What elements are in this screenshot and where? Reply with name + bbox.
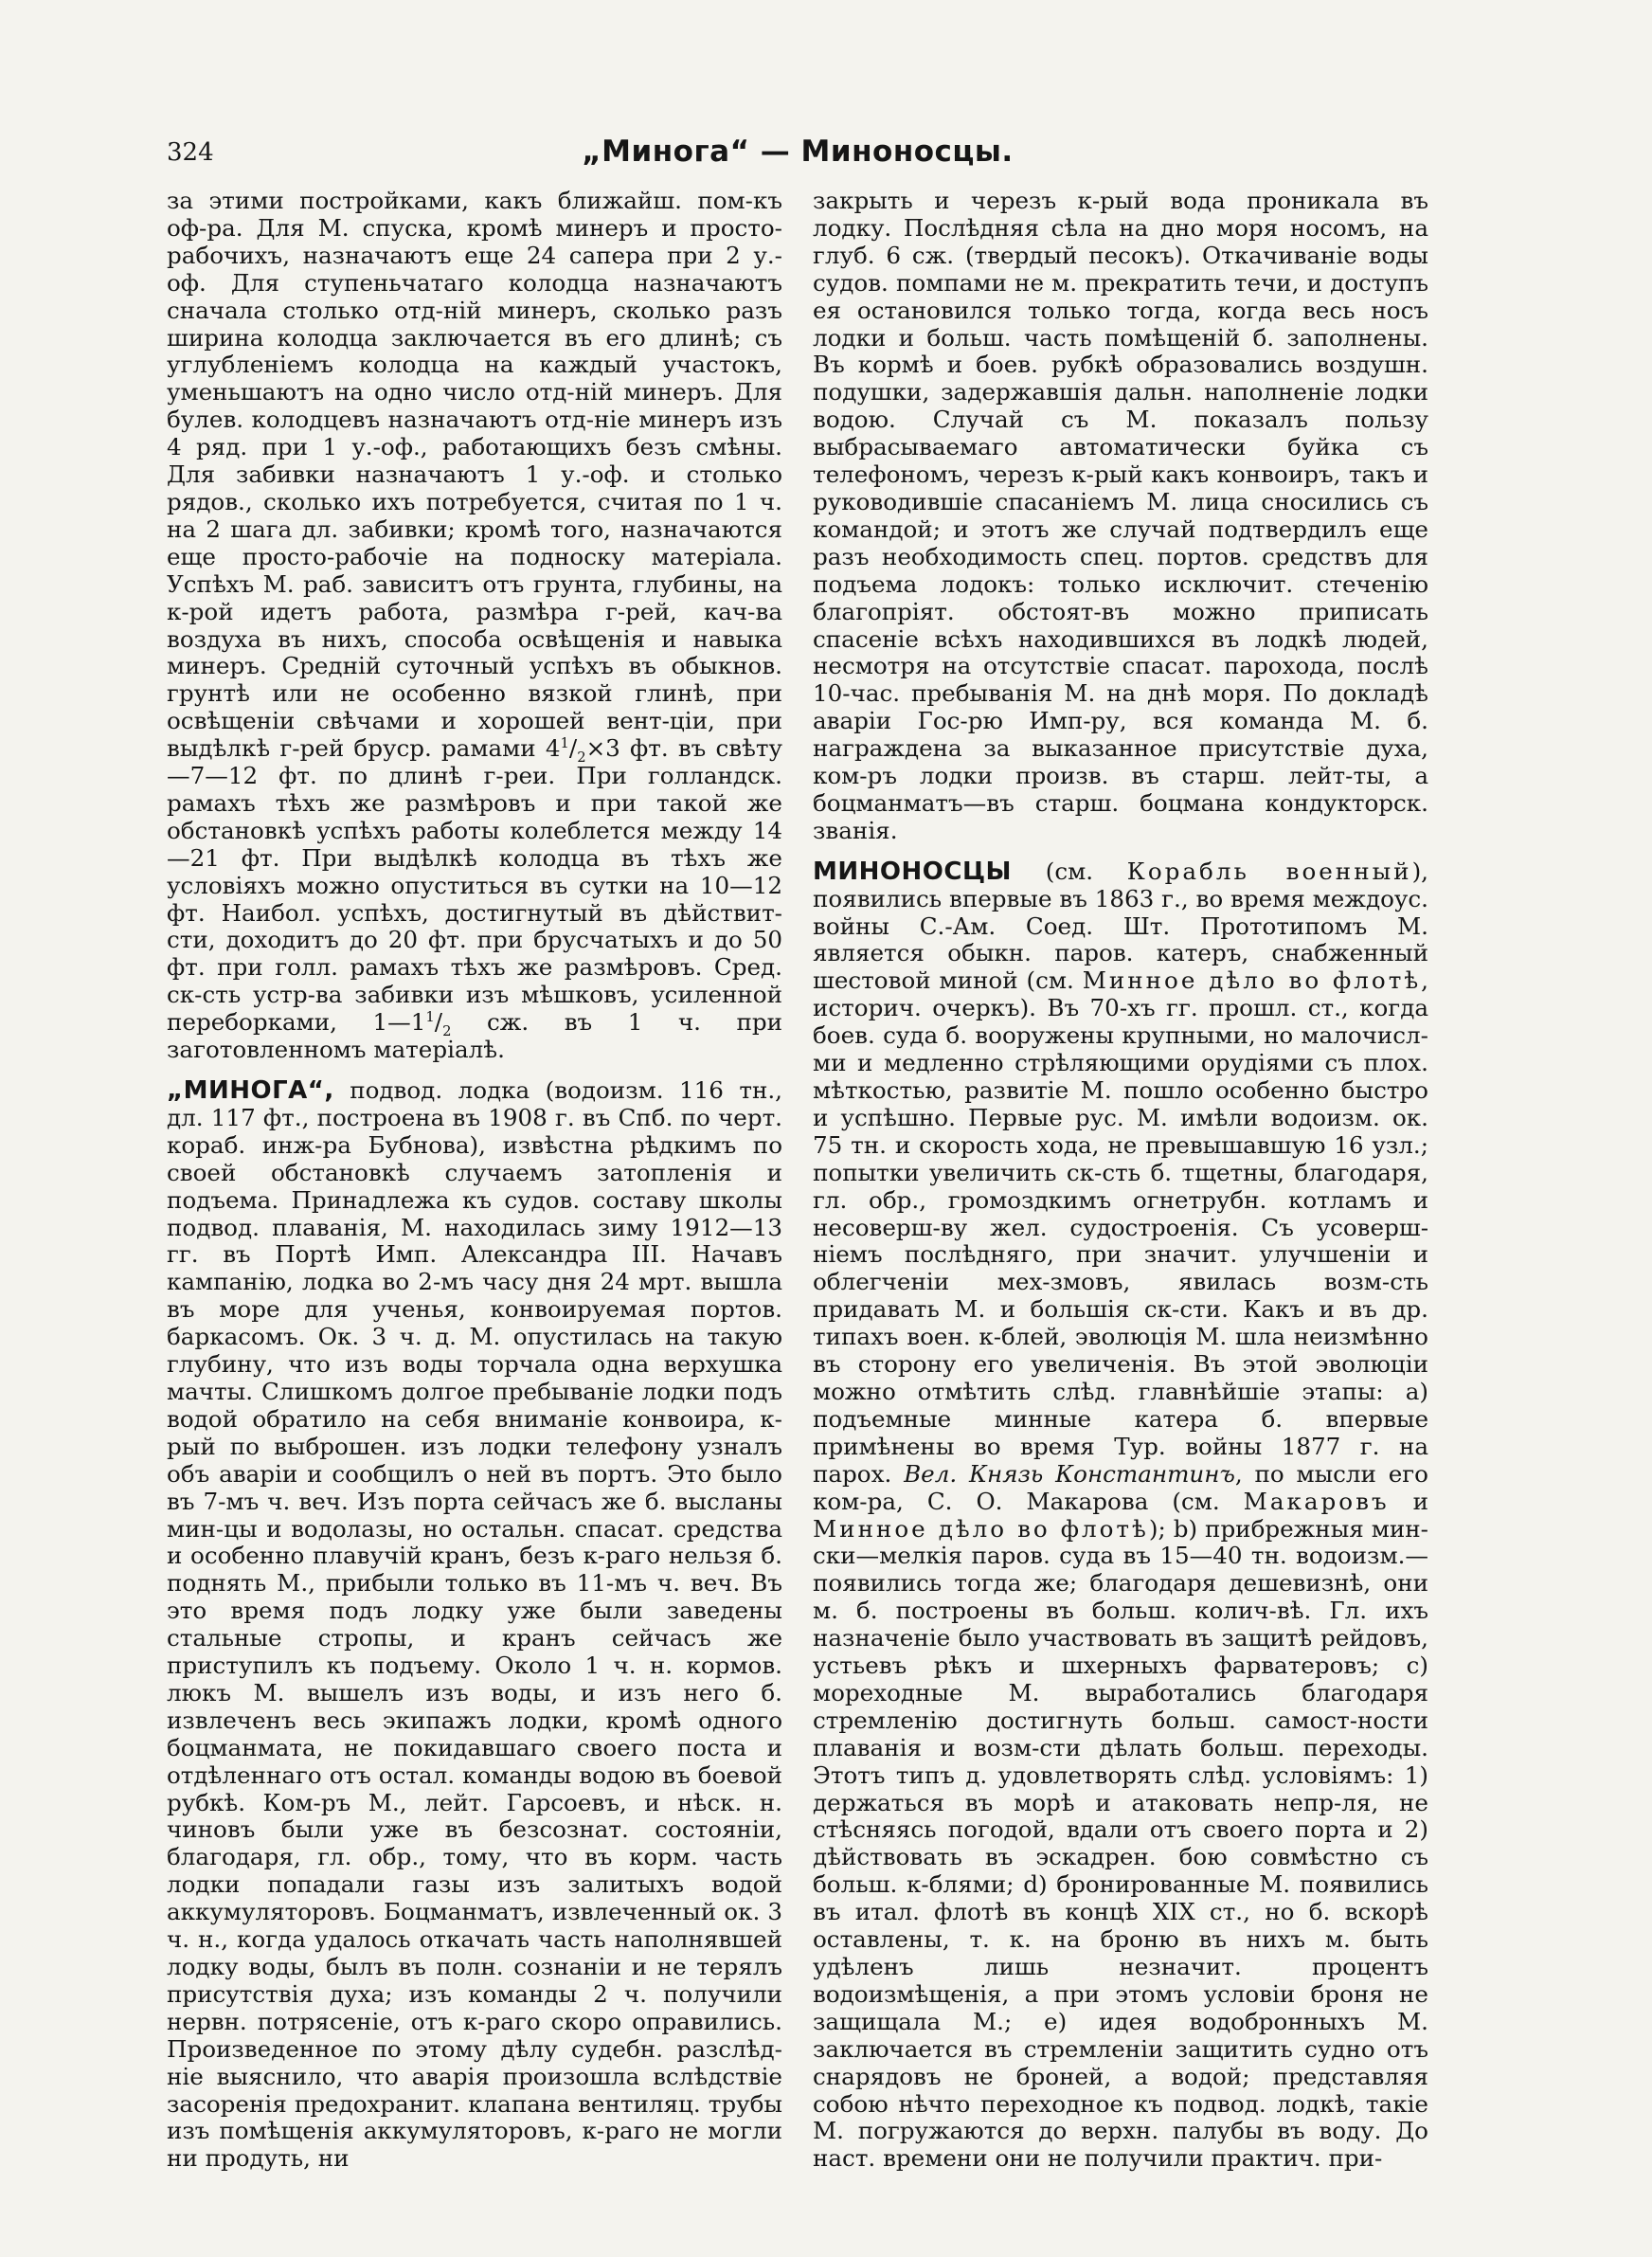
article-heading-minonostsy: МИНОНОСЦЫ	[813, 857, 1012, 886]
minoga-continuation-text: закрыть и черезъ к-рый вода проникала въ лодку. Послѣдняя сѣла на дно моря носомъ, на глуб. 6 сж. (твердый песокъ). Откачиваніе воды судов. помпами не м. прекратить течи, и доступъ ея остановился только тогда, когда весь носъ лодки и больш. часть помѣщеній б. заполнены. Въ кормѣ и боев. рубкѣ образовались воздушн. подушки, задержавшія дальн. наполненіе лодки водою. Случай съ М. показалъ пользу выбрасываемаго автоматически буйка съ телефономъ, черезъ к-рый какъ конвоиръ, такъ и руководившіе спасаніемъ М. лица сносились съ командой; и этотъ же случай подтвердилъ еще разъ необходимость спец. портов. средствъ для подъема лодокъ: только исключит. стеченію благопріят. обстоят-въ можно приписать спасеніе всѣхъ находившихся въ лодкѣ людей, несмотря на отсутствіе спасат. парохода, послѣ 10-час. пребыванія М. на днѣ моря. По докладѣ аваріи Гос-рю Имп-ру, вся команда М. б. награждена за выказанное присутствіе духа, ком-ръ лодки произв. въ старш. лейт-ты, а боцманматъ—въ старш. боцмана кондукторск. званія.	[813, 187, 1428, 844]
article-continuation: за этими постройками, какъ ближайш. пом-къ оф-ра. Для М. спуска, кромѣ минеръ и простo-рабочихъ, назначаютъ еще 24 сапера при 2 у.-оф. Для ступеньчатаго колодца назначаютъ сначала столько отд-ній минеръ, сколько разъ ширина колодца заключается въ его длинѣ; съ углубленіемъ колодца на каждый участокъ, уменьшаютъ на одно число отд-ній минеръ. Для булев. колодцевъ назначаютъ отд-ніе минеръ изъ 4 ряд. при 1 у.-оф., работающихъ безъ смѣны. Для забивки назначаютъ 1 у.-оф. и столько рядов., сколько ихъ потребуется, считая по 1 ч. на 2 шага дл. забивки; кромѣ того, назначаются еще простo-рабочіе на подноску матеріала. Успѣхъ М. раб. зависитъ отъ грунта, глубины, на к-рой идетъ работа, размѣра г-рей, кач-ва воздуха въ нихъ, способа освѣщенія и навыка минеръ. Средній суточный успѣхъ въ обыкнов. грунтѣ или не особенно вязкой глинѣ, при освѣщеніи свѣчами и хорошей вент-ціи, при выдѣлкѣ г-рей бруср. рамами $4^1/_2\times 3$ фт. въ свѣту—7—12 фт. по длинѣ г-реи. При голландск. рамахъ тѣхъ же размѣровъ и при такой же обстановкѣ успѣхъ работы колеблется между 14—21 фт. При выдѣлкѣ колодца въ тѣхъ же условіяхъ можно опуститься въ сутки на 10—12 фт. Наибол. успѣхъ, достигнутый въ дѣйствит-сти, доходитъ до 20 фт. при брусчатыхъ и до 50 фт. при голл. рамахъ тѣхъ же размѣровъ. Сред. ск-сть устр-ва забивки изъ мѣшковъ, усиленной переборками, $1—1^1/_2$ сж. въ 1 ч. при заготовленномъ матеріалѣ.	[167, 187, 783, 1064]
fraction-denominator: 2	[577, 749, 586, 767]
page-number: 324	[167, 138, 214, 167]
fraction-whole: 4	[545, 734, 561, 763]
cross-reference-minnoe-delo: Минное дѣло во флотѣ	[1082, 966, 1422, 995]
article-minonostsy	[813, 858, 1428, 2174]
continuation-text-c: сж. въ 1 ч. при заготовленномъ матеріалѣ.	[167, 1008, 782, 1064]
running-title: „Минога“ — Миноносцы.	[582, 135, 1014, 169]
minonostsy-text-c: , историч. очеркъ). Въ 70-хъ гг. прошл. ст., когда боев. суда б. вооружены крупными, но малочисл-ми и медленно стрѣляющими орудіями съ плох. мѣткостью, развитіе М. пошло особенно быстро и успѣшно. Первые рус. М. имѣли водоизм. ок. 75 тн. и скорость хода, не превышавшую 16 узл.; попытки увеличить ск-сть б. тщетны, благодаря, гл. обр., громоздкимъ огнетрубн. котламъ и несоверш-ву жел. судостроенія. Съ усоверш-ніемъ послѣдняго, при значит. улучшеніи и облегченіи мех-змовъ, явилась возм-сть придавать М. и большія ск-сти. Какъ и въ др. типахъ воен. к-блей, эволюція М. шла неизмѣнно въ сторону его увеличенія. Въ этой эволюціи можно отмѣтить слѣд. главнѣйшіе этапы: a) подъемные минные катера б. впервые примѣнены во время Тур. войны 1877 г. на парох.	[813, 966, 1428, 1488]
fraction-numerator: 1	[560, 734, 569, 751]
minonostsy-text-d: , по мысли его ком-ра, С. О. Макарова (см.	[813, 1459, 1428, 1515]
page-header	[167, 135, 1428, 178]
continuation-text: за этими постройками, какъ ближайш. пом-къ оф-ра. Для М. спуска, кромѣ минеръ и простo-рабочихъ, назначаютъ еще 24 сапера при 2 у.-оф. Для ступеньчатаго колодца назначаютъ сначала столько отд-ній минеръ, сколько разъ ширина колодца заключается въ его длинѣ; съ углубленіемъ колодца на каждый участокъ, уменьшаютъ на одно число отд-ній минеръ. Для булев. колодцевъ назначаютъ отд-ніе минеръ изъ 4 ряд. при 1 у.-оф., работающихъ безъ смѣны. Для забивки назначаютъ 1 у.-оф. и столько рядов., сколько ихъ потребуется, считая по 1 ч. на 2 шага дл. забивки; кромѣ того, назначаются еще простo-рабочіе на подноску матеріала. Успѣхъ М. раб. зависитъ отъ грунта, глубины, на к-рой идетъ работа, размѣра г-рей, кач-ва воздуха въ нихъ, способа освѣщенія и навыка минеръ. Средній суточный успѣхъ въ обыкнов. грунтѣ или не особенно вязкой глинѣ, при освѣщеніи свѣчами и хорошей вент-ціи, при выдѣлкѣ г-рей бруср. рамами	[167, 187, 782, 763]
minonostsy-text-b: ), появились впервые въ 1863 г., во время междоус. войны С.-Ам. Соед. Шт. Прототипомъ М. является обыкн. паров. катеръ, снабженный шестовой миной (см.	[813, 857, 1428, 995]
ship-name: Вел. Князь Константинъ	[904, 1459, 1235, 1488]
cross-reference-makarov: Макаровъ	[1243, 1487, 1390, 1515]
left-column	[167, 188, 782, 2173]
minonostsy-text-f: ); b) прибрежныя мин-ски—мелкія паров. суда въ 15—40 тн. водоизм.—появились тогда же; благодаря дешевизнѣ, они м. б. построены въ больш. колич-вѣ. Гл. ихъ назначеніе было участвовать въ защитѣ рейдовъ, устьевъ рѣкъ и шхерныхъ фарватеровъ; c) мореходные М. выработались благодаря стремленію достигнуть больш. самост-ности плаванія и возм-сти дѣлать больш. переходы. Этотъ типъ д. удовлетворять слѣд. условіямъ: 1) держаться въ морѣ и атаковать непр-ля, не стѣсняясь погодой, вдали отъ своего порта и 2) дѣйствовать въ эскадрен. бою совмѣстно съ больш. к-блями; d) бронированные М. появились въ итал. флотѣ въ концѣ XIX ст., но б. вскорѣ оставлены, т. к. на броню въ нихъ м. быть удѣленъ лишь незначит. процентъ водоизмѣщенія, а при этомъ условіи броня не защищала М.; e) идея водобронныхъ М. заключается въ стремленіи защитить судно отъ снарядовъ не броней, а водой; представляя собою нѣчто переходное къ подвод. лодкѣ, такіе М. погружаются до верхн. палубы въ воду. До наст. времени они не получили практич. при-	[813, 1514, 1428, 2173]
article-minoga	[167, 1077, 782, 2173]
article-body-minoga: подвод. лодка (водоизм. 116 тн., дл. 117 фт., построена въ 1908 г. въ Спб. по черт. кораб. инж-ра Бубнова), извѣстна рѣдкимъ по своей обстановкѣ случаемъ затопленія и подъема. Принадлежа къ судов. составу школы подвод. плаванія, М. находилась зиму 1912—13 гг. въ Портѣ Имп. Александра III. Начавъ кампанію, лодка во 2-мъ часу дня 24 мрт. вышла въ море для ученья, конвоируемая портов. баркасомъ. Ок. 3 ч. д. М. опустилась на такую глубину, что изъ воды торчала одна верхушка мачты. Слишкомъ долгое пребываніе лодки подъ водой обратило на себя вниманіе конвоира, к-рый по выброшен. изъ лодки телефону узналъ объ аваріи и сообщилъ о ней въ портъ. Это было въ 7-мъ ч. веч. Изъ порта сейчасъ же б. высланы мин-цы и водолазы, но остальн. спасат. средства и особенно плавучій кранъ, безъ к-раго нельзя б. поднять М., прибыли только въ 11-мъ ч. веч. Въ это время подъ лодку уже были заведены стальные стропы, и кранъ сейчасъ же приступилъ къ подъему. Около 1 ч. н. кормов. люкъ М. вышелъ изъ воды, и изъ него б. извлеченъ весь экипажъ лодки, кромѣ одного боцманмата, не покидавшаго своего поста и отдѣленнаго отъ остал. команды водою въ боевой рубкѣ. Ком-ръ М., лейт. Гарсоевъ, и нѣск. н. чиновъ были уже въ безсознат. состояніи, благодаря, гл. обр., тому, что въ корм. часть лодки попадали газы изъ залитыхъ водой аккумуляторовъ. Боцманматъ, извлеченный ок. 3 ч. н., когда удалось откачать часть наполнявшей лодку воды, былъ въ полн. сознаніи и не терялъ присутствія духа; изъ команды 2 ч. получили нервн. потрясеніе, отъ к-раго скоро оправились. Произведенное по этому дѣлу судебн. разслѣд-ніе выяснило, что аварія произошла вслѣдствіе засоренія предохранит. клапана вентиляц. трубы изъ помѣщенія аккумуляторовъ, к-раго не могли ни продуть, ни	[167, 1076, 782, 2173]
minonostsy-text-e: и	[1412, 1487, 1428, 1515]
right-column	[813, 188, 1428, 2173]
cross-reference-korabl: Корабль военный	[1126, 857, 1412, 885]
minonostsy-text-a: (см.	[1045, 857, 1094, 885]
cross-reference-minnoe-delo-2: Минное дѣло во флотѣ	[813, 1514, 1149, 1543]
fraction-2-whole: 1—1	[372, 1008, 426, 1037]
fraction-2-denominator: 2	[442, 1023, 452, 1040]
continuation-text-b: ×3 фт. въ свѣту—7—12 фт. по длинѣ г-реи. При голландск. рамахъ тѣхъ же размѣровъ и при такой же обстановкѣ успѣхъ работы колеблется между 14—21 фт. При выдѣлкѣ колодца въ тѣхъ же условіяхъ можно опуститься въ сутки на 10—12 фт. Наибол. успѣхъ, достигнутый въ дѣйствит-сти, доходитъ до 20 фт. при брусчатыхъ и до 50 фт. при голл. рамахъ тѣхъ же размѣровъ. Сред. ск-сть устр-ва забивки изъ мѣшковъ, усиленной переборками,	[167, 734, 783, 1037]
fraction-2-numerator: 1	[425, 1009, 435, 1025]
article-heading-minoga: „МИНОГА“,	[167, 1076, 334, 1105]
article-minoga-continuation	[813, 188, 1428, 845]
